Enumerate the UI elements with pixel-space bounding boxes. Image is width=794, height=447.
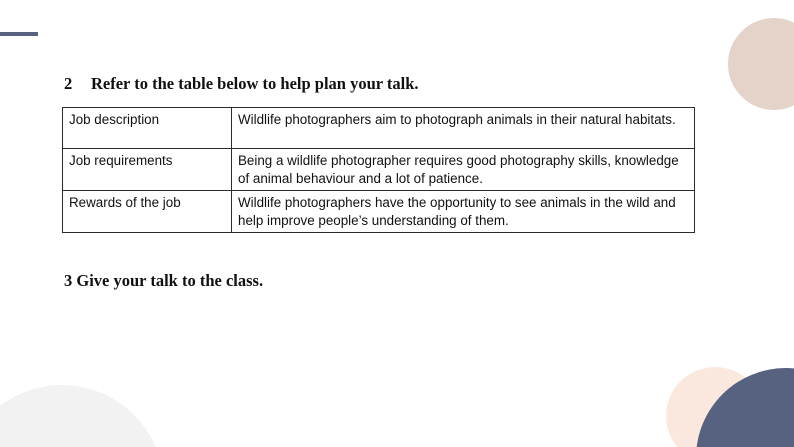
- row-text: Wildlife photographers have the opportunity to see animals in the wild and help improve people’s understanding of them.: [232, 191, 695, 233]
- accent-bar: [0, 32, 38, 36]
- table-row: [63, 108, 695, 149]
- table-row: [63, 149, 695, 191]
- section-3-heading: 3 Give your talk to the class.: [64, 271, 264, 290]
- section-2-instruction: Refer to the table below to help plan your talk.: [91, 74, 419, 93]
- job-info-table: [62, 107, 695, 233]
- section-2-heading: [64, 74, 419, 94]
- row-label: Rewards of the job: [63, 191, 232, 233]
- row-text: Being a wildlife photographer requires good photography skills, knowledge of animal behaviour and a lot of patience.: [232, 149, 695, 191]
- row-label: Job description: [63, 108, 232, 149]
- row-text: Wildlife photographers aim to photograph animals in their natural habitats.: [232, 108, 695, 149]
- row-label: Job requirements: [63, 149, 232, 191]
- decorative-circle-top-right: [728, 18, 794, 110]
- decorative-circle-bottom-left: [0, 385, 164, 447]
- section-2-number: 2: [64, 74, 73, 93]
- table-row: [63, 191, 695, 233]
